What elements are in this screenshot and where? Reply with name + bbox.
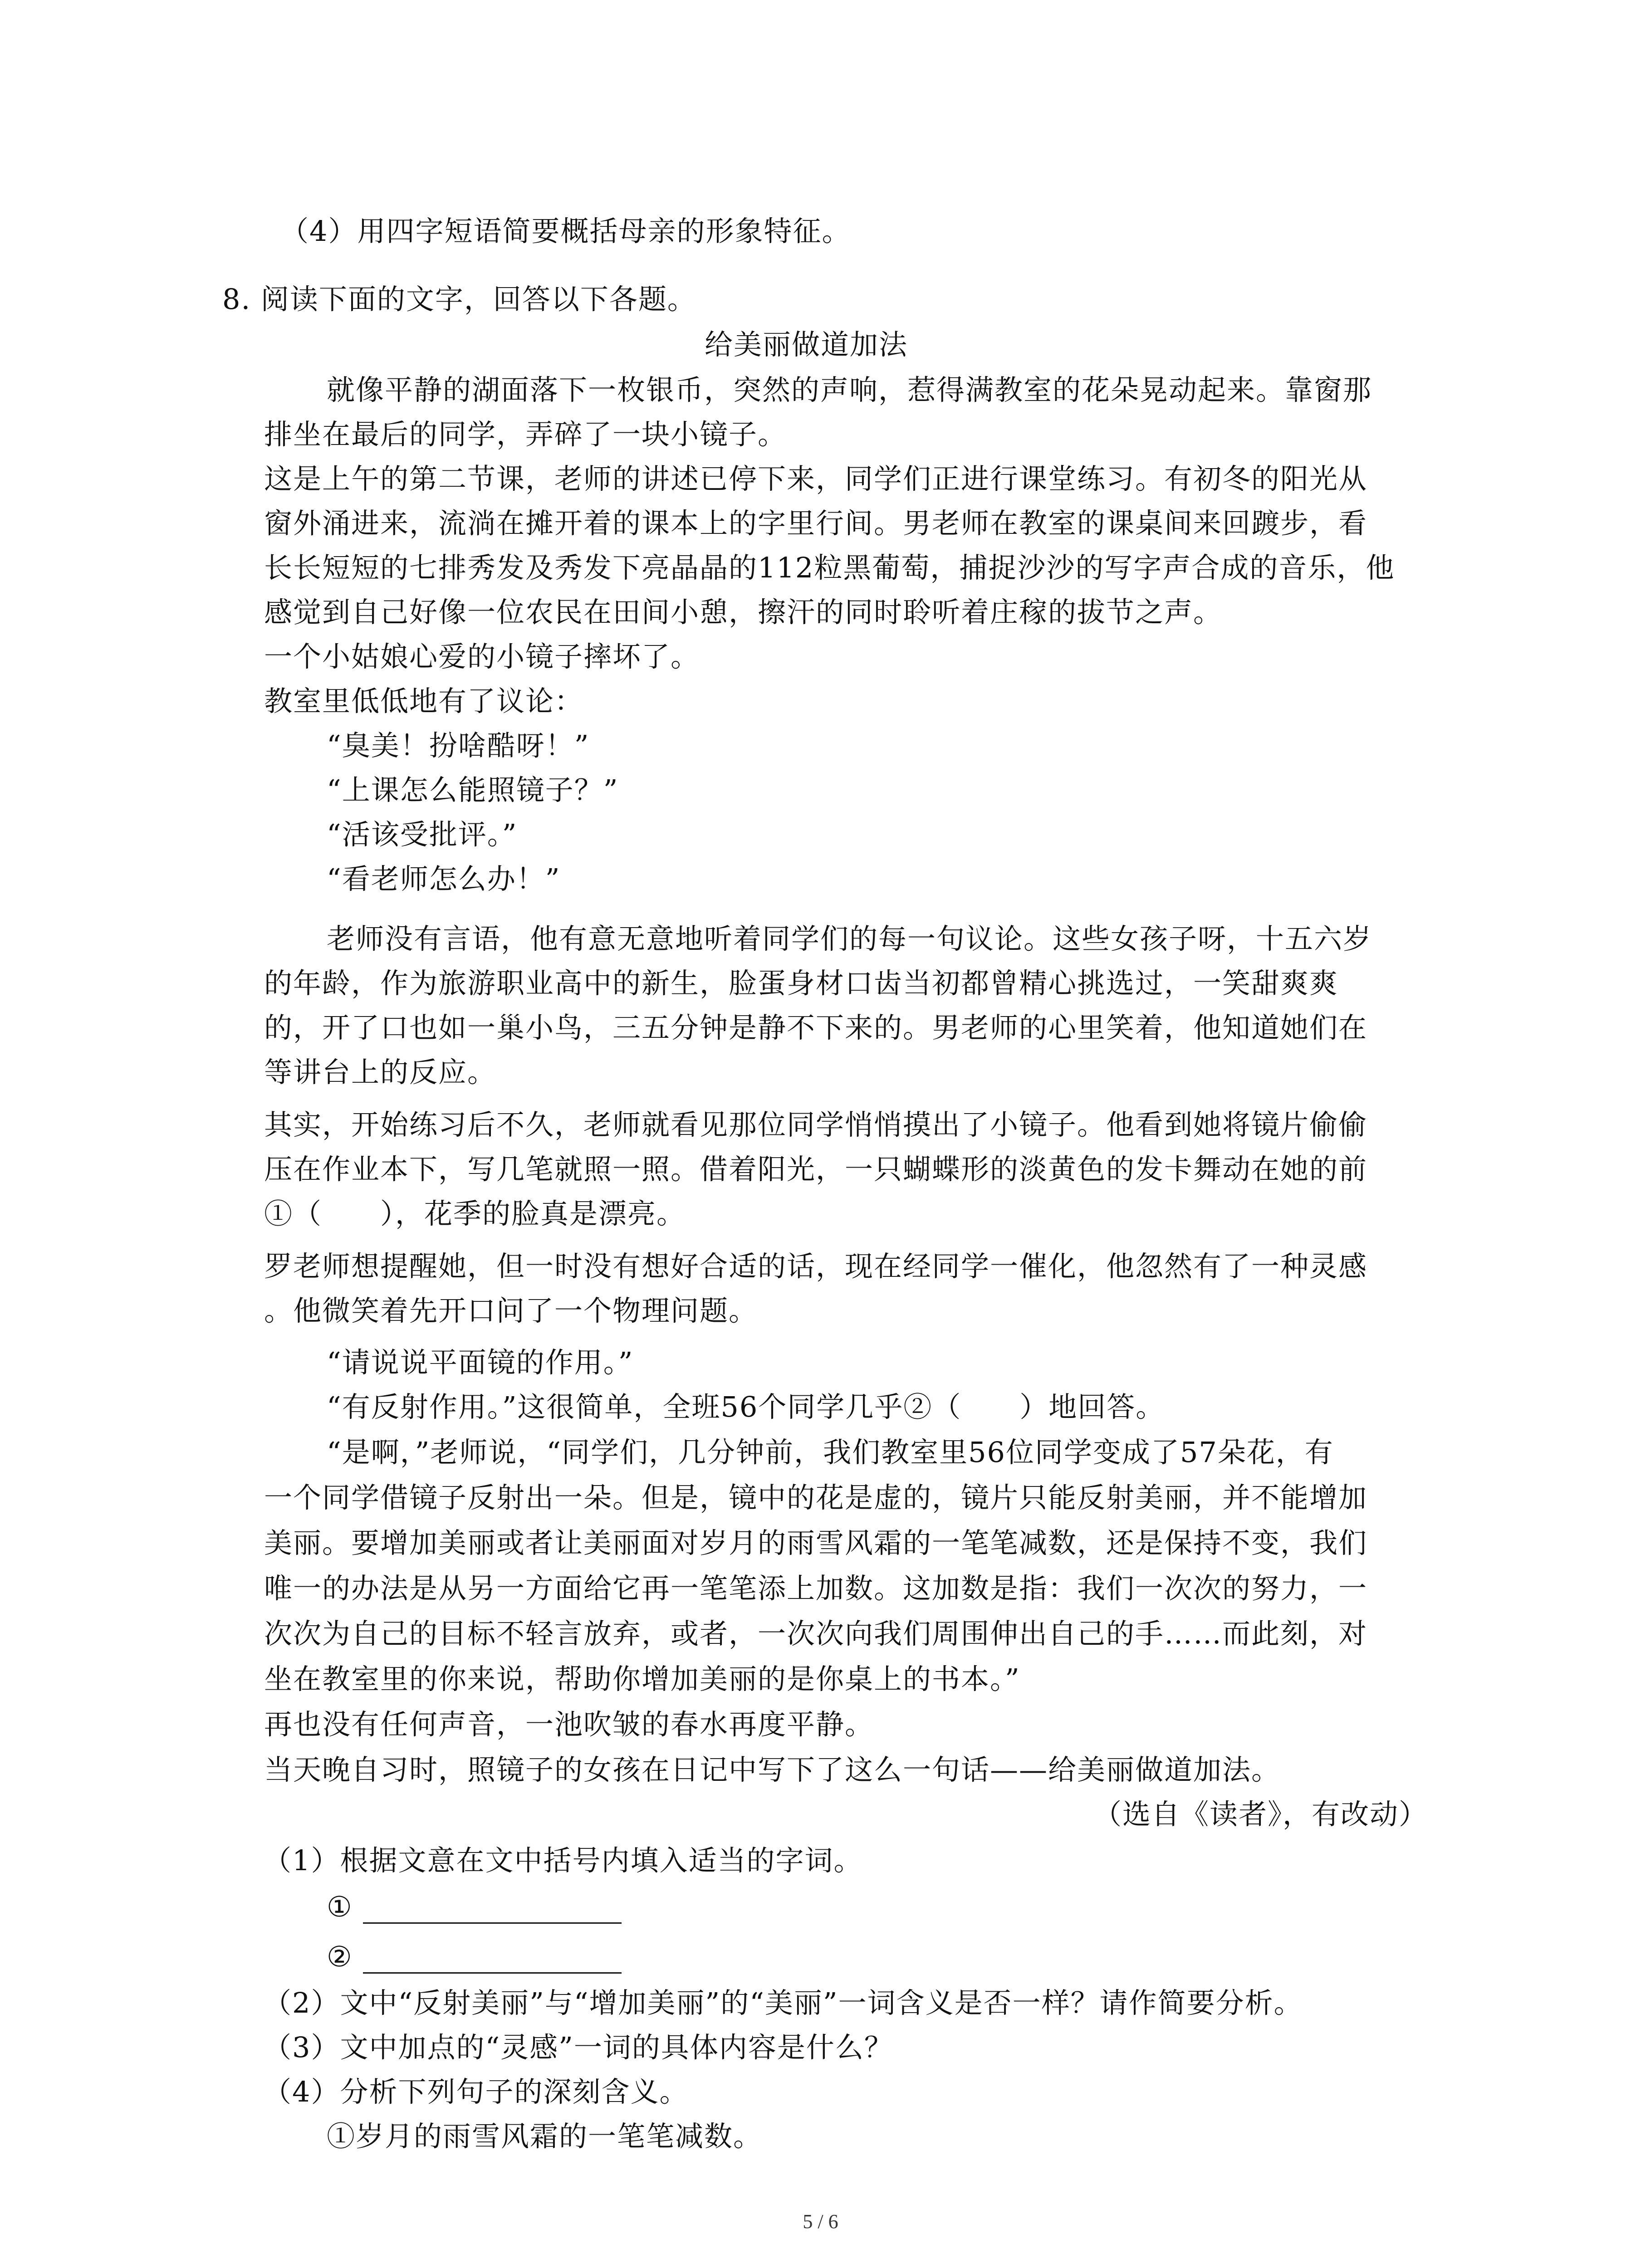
passage-line: 一个小姑娘心爱的小镜子摔坏了。 — [264, 640, 700, 673]
passage-line: 。他微笑着先开口问了一个物理问题。 — [264, 1294, 758, 1327]
page-number: 5 / 6 — [803, 2210, 838, 2233]
passage-line: 的年龄，作为旅游职业高中的新生，脸蛋身材口齿当初都曾精心挑选过，一笑甜爽爽 — [264, 967, 1339, 1000]
passage-title: 给美丽做道加法 — [705, 328, 908, 361]
passage-line: “看老师怎么办！” — [327, 862, 561, 895]
passage-line: 感觉到自己好像一位农民在田间小憩，擦汗的同时聆听着庄稼的拔节之声。 — [264, 596, 1223, 629]
passage-line: 的，开了口也如一巢小鸟，三五分钟是静不下来的。男老师的心里笑着，他知道她们在 — [264, 1011, 1368, 1044]
passage-line: 唯一的办法是从另一方面给它再一笔笔添上加数。这加数是指：我们一次次的努力，一 — [264, 1572, 1368, 1605]
passage-line: “活该受批评。” — [327, 818, 518, 851]
passage-line: 其实，开始练习后不久，老师就看见那位同学悄悄摸出了小镜子。他看到她将镜片偷偷 — [264, 1108, 1368, 1141]
passage-line: “上课怎么能照镜子？” — [327, 773, 619, 807]
passage-line: “臭美！扮啥酷呀！” — [327, 729, 590, 762]
blank-2-answer-line[interactable] — [363, 1972, 622, 1974]
sub-question-2: （2）文中“反射美丽”与“增加美丽”的“美丽”一词含义是否一样？请作简要分析。 — [263, 1986, 1303, 2019]
passage-line: 就像平静的湖面落下一枚银币，突然的声响，惹得满教室的花朵晃动起来。靠窗那 — [327, 373, 1372, 406]
question-8-stem: 8. 阅读下面的文字，回答以下各题。 — [222, 283, 696, 316]
passage-line: 次次为自己的目标不轻言放弃，或者，一次次向我们周围伸出自己的手……而此刻，对 — [264, 1617, 1368, 1650]
passage-line: 长长短短的七排秀发及秀发下亮晶晶的112粒黑葡萄，捕捉沙沙的写字声合成的音乐，他 — [264, 551, 1395, 584]
passage-line: 坐在教室里的你来说，帮助你增加美丽的是你桌上的书本。” — [264, 1662, 1020, 1696]
passage-line: 当天晚自习时，照镜子的女孩在日记中写下了这么一句话——给美丽做道加法。 — [264, 1753, 1281, 1786]
sub-question-4: （4）分析下列句子的深刻含义。 — [263, 2075, 689, 2108]
passage-source: （选自《读者》，有改动） — [1093, 1798, 1428, 1831]
passage-line: 罗老师想提醒她，但一时没有想好合适的话，现在经同学一催化，他忽然有了一种灵感 — [264, 1250, 1368, 1283]
passage-line: 再也没有任何声音，一池吹皱的春水再度平静。 — [264, 1708, 874, 1741]
passage-line: 美丽。要增加美丽或者让美丽面对岁月的雨雪风霜的一笔笔减数，还是保持不变，我们 — [264, 1526, 1368, 1559]
blank-1-label: ① — [327, 1890, 353, 1923]
passage-line: 等讲台上的反应。 — [264, 1056, 497, 1089]
blank-1-answer-line[interactable] — [363, 1922, 622, 1924]
passage-line: 排坐在最后的同学，弄碎了一块小镜子。 — [264, 418, 787, 451]
prev-question-item4: （4）用四字短语简要概括母亲的形象特征。 — [280, 215, 851, 248]
passage-line: 压在作业本下，写几笔就照一照。借着阳光，一只蝴蝶形的淡黄色的发卡舞动在她的前 — [264, 1153, 1368, 1186]
passage-line: 老师没有言语，他有意无意地听着同学们的每一句议论。这些女孩子呀，十五六岁 — [327, 922, 1372, 955]
passage-line: 窗外涌进来，流淌在摊开着的课本上的字里行间。男老师在教室的课桌间来回踱步，看 — [264, 507, 1368, 540]
passage-line: “是啊，”老师说，“同学们，几分钟前，我们教室里56位同学变成了57朵花，有 — [327, 1436, 1334, 1469]
sub-question-3: （3）文中加点的“灵感”一词的具体内容是什么？ — [263, 2031, 893, 2064]
passage-line: ①（ ），花季的脸真是漂亮。 — [264, 1197, 686, 1230]
sub-question-4-item-1: ①岁月的雨雪风霜的一笔笔减数。 — [327, 2120, 763, 2153]
passage-line: “请说说平面镜的作用。” — [327, 1346, 634, 1379]
passage-line: 这是上午的第二节课，老师的讲述已停下来，同学们正进行课堂练习。有初冬的阳光从 — [264, 462, 1368, 495]
passage-line: 一个同学借镜子反射出一朵。但是，镜中的花是虚的，镜片只能反射美丽，并不能增加 — [264, 1481, 1368, 1514]
passage-line: “有反射作用。”这很简单，全班56个同学几乎②（ ）地回答。 — [327, 1390, 1165, 1423]
sub-question-1: （1）根据文意在文中括号内填入适当的字词。 — [263, 1844, 863, 1877]
passage-line: 教室里低低地有了议论： — [264, 684, 584, 718]
blank-2-label: ② — [327, 1940, 353, 1973]
